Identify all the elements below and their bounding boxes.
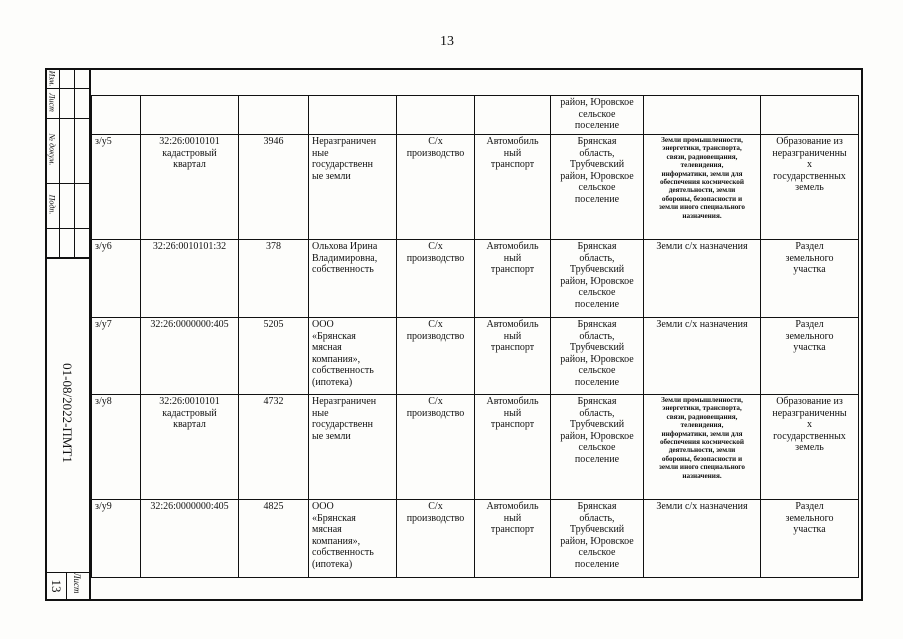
location-cell bbox=[551, 96, 644, 135]
purpose-line: ный bbox=[503, 512, 522, 524]
formation-method-line: участка bbox=[793, 524, 826, 535]
location-line: Брянская bbox=[577, 501, 617, 512]
purpose-cell bbox=[475, 318, 551, 395]
purpose-cell bbox=[475, 240, 551, 318]
purpose-line: Автомобиль bbox=[486, 396, 539, 407]
formation-method-line: земельного bbox=[785, 330, 834, 342]
owner-line: мясная bbox=[312, 524, 342, 535]
table-row bbox=[92, 395, 859, 500]
land-category-line: информатики, земли для bbox=[661, 429, 743, 438]
owner-line: компания», bbox=[312, 353, 361, 365]
formation-method-line: х bbox=[807, 419, 812, 430]
land-category-line: Земли с/х назначения bbox=[656, 241, 748, 252]
stamp-label-sign: Подп. bbox=[47, 194, 57, 215]
owner-line: Владимировна, bbox=[312, 252, 378, 264]
location-line: Брянская bbox=[577, 136, 617, 147]
cadastral-number-line: 32:26:0000000:405 bbox=[150, 501, 229, 512]
location-line: область, bbox=[579, 147, 615, 159]
location-line: район, Юровское bbox=[560, 275, 634, 287]
owner-cell bbox=[309, 135, 397, 240]
formation-method-cell bbox=[761, 500, 859, 578]
sheet-number: 13 bbox=[49, 579, 64, 593]
area-cell: 4732 bbox=[239, 395, 309, 500]
land-use-line: С/х bbox=[428, 241, 443, 252]
area-cell: 5205 bbox=[239, 318, 309, 395]
owner-line: собственность bbox=[312, 264, 374, 275]
cadastral-number-line: кадастровый bbox=[162, 407, 217, 419]
land-use-line: производство bbox=[406, 147, 465, 159]
stamp-label-izm: Изм. bbox=[47, 70, 57, 87]
cadastral-number-cell bbox=[141, 318, 239, 395]
formation-method-line: государственных bbox=[773, 170, 846, 182]
formation-method-line: Раздел bbox=[795, 501, 824, 512]
formation-method-line: земель bbox=[795, 182, 824, 193]
purpose-line: ный bbox=[503, 330, 522, 342]
owner-cell bbox=[309, 318, 397, 395]
land-category-line: телевидения, bbox=[680, 161, 724, 170]
land-use-line: производство bbox=[406, 330, 465, 342]
land-category-line: Земли промышленности, bbox=[661, 136, 743, 144]
location-line: Брянская bbox=[577, 396, 617, 407]
land-category-line: информатики, земли для bbox=[661, 169, 743, 178]
location-cell bbox=[551, 500, 644, 578]
location-line: поселение bbox=[574, 376, 620, 388]
purpose-line: транспорт bbox=[490, 419, 535, 430]
table-row bbox=[92, 135, 859, 240]
document-code: 01-08/2022-ПМТ1 bbox=[60, 363, 75, 463]
owner-line: ые земли bbox=[312, 170, 351, 182]
cadastral-number-line: квартал bbox=[173, 159, 206, 170]
formation-method-line: земель bbox=[795, 442, 824, 453]
location-line: поселение bbox=[574, 193, 620, 205]
land-category-cell bbox=[644, 395, 761, 500]
formation-method-line: государственных bbox=[773, 430, 846, 442]
land-category-line: энергетики, транспорта, bbox=[662, 144, 742, 153]
owner-line: собственность bbox=[312, 365, 374, 376]
owner-line: компания», bbox=[312, 535, 361, 547]
owner-line: ные bbox=[312, 147, 329, 159]
area-cell: 4825 bbox=[239, 500, 309, 578]
plot-id-cell: з/у7 bbox=[92, 318, 141, 395]
formation-method-line: земельного bbox=[785, 512, 834, 524]
land-use-cell bbox=[397, 240, 475, 318]
land-category-line: обороны, безопасности и bbox=[661, 194, 743, 203]
formation-method-line: участка bbox=[793, 264, 826, 275]
location-line: район, Юровское bbox=[560, 97, 634, 108]
cadastral-number-line: квартал bbox=[173, 419, 206, 430]
cadastral-number-line: 32:26:0000000:405 bbox=[150, 319, 229, 330]
formation-method-cell bbox=[761, 135, 859, 240]
plot-id-cell: з/у6 bbox=[92, 240, 141, 318]
cell-empty bbox=[644, 96, 761, 135]
owner-line: ООО bbox=[312, 501, 334, 512]
location-line: поселение bbox=[574, 120, 620, 131]
owner-cell bbox=[309, 395, 397, 500]
location-line: поселение bbox=[574, 298, 620, 310]
location-line: область, bbox=[579, 330, 615, 342]
location-line: поселение bbox=[574, 453, 620, 465]
owner-line: Неразграничен bbox=[312, 396, 377, 407]
location-line: сельское bbox=[578, 287, 616, 298]
location-line: сельское bbox=[578, 182, 616, 193]
owner-line: (ипотека) bbox=[312, 376, 353, 388]
land-plots-table bbox=[91, 95, 859, 578]
owner-line: мясная bbox=[312, 342, 342, 353]
owner-line: государственн bbox=[312, 159, 373, 170]
location-line: район, Юровское bbox=[560, 170, 634, 182]
purpose-cell bbox=[475, 500, 551, 578]
land-use-line: С/х bbox=[428, 319, 443, 330]
cadastral-number-cell bbox=[141, 240, 239, 318]
purpose-line: Автомобиль bbox=[486, 241, 539, 252]
owner-line: ООО bbox=[312, 319, 334, 330]
location-cell bbox=[551, 318, 644, 395]
land-category-line: деятельности, земли bbox=[668, 186, 736, 195]
cell-empty bbox=[475, 96, 551, 135]
area-cell: 378 bbox=[239, 240, 309, 318]
location-cell bbox=[551, 395, 644, 500]
purpose-line: ный bbox=[503, 147, 522, 159]
location-line: Трубчевский bbox=[569, 264, 625, 275]
plot-id-cell: з/у5 bbox=[92, 135, 141, 240]
purpose-line: ный bbox=[503, 252, 522, 264]
owner-line: «Брянская bbox=[312, 512, 356, 524]
cadastral-number-line: 32:26:0010101 bbox=[159, 136, 220, 147]
land-category-line: земли иного специального bbox=[658, 203, 745, 212]
formation-method-cell bbox=[761, 318, 859, 395]
cadastral-number-line: кадастровый bbox=[162, 147, 217, 159]
land-category-line: Земли с/х назначения bbox=[656, 501, 748, 512]
land-use-line: производство bbox=[406, 252, 465, 264]
land-category-line: обеспечения космической bbox=[659, 178, 745, 187]
formation-method-line: неразграниченны bbox=[772, 407, 847, 419]
formation-method-line: Раздел bbox=[795, 319, 824, 330]
land-use-cell bbox=[397, 395, 475, 500]
land-use-line: С/х bbox=[428, 396, 443, 407]
owner-line: ные bbox=[312, 407, 329, 419]
land-use-line: производство bbox=[406, 512, 465, 524]
land-category-cell bbox=[644, 318, 761, 395]
table-row-continuation bbox=[92, 96, 859, 135]
location-line: Брянская bbox=[577, 319, 617, 330]
formation-method-line: Образование из bbox=[776, 136, 843, 147]
table-row bbox=[92, 318, 859, 395]
formation-method-line: Раздел bbox=[795, 241, 824, 252]
formation-method-line: неразграниченны bbox=[772, 147, 847, 159]
location-line: Трубчевский bbox=[569, 524, 625, 535]
cell-empty bbox=[239, 96, 309, 135]
formation-method-line: Образование из bbox=[776, 396, 843, 407]
sheet-label: Лист bbox=[72, 572, 82, 594]
location-line: Трубчевский bbox=[569, 159, 625, 170]
owner-line: ые земли bbox=[312, 430, 351, 442]
owner-line: собственность bbox=[312, 547, 374, 558]
formation-method-cell bbox=[761, 395, 859, 500]
owner-line: государственн bbox=[312, 419, 373, 430]
purpose-line: транспорт bbox=[490, 524, 535, 535]
plot-id-cell: з/у8 bbox=[92, 395, 141, 500]
land-category-line: Земли с/х назначения bbox=[656, 319, 748, 330]
land-category-line: назначения. bbox=[682, 211, 722, 220]
purpose-cell bbox=[475, 135, 551, 240]
land-category-cell bbox=[644, 135, 761, 240]
land-category-line: обеспечения космической bbox=[659, 438, 745, 447]
location-line: сельское bbox=[578, 547, 616, 558]
land-use-cell bbox=[397, 318, 475, 395]
stamp-label-list: Лист bbox=[47, 93, 57, 112]
purpose-line: транспорт bbox=[490, 342, 535, 353]
owner-line: (ипотека) bbox=[312, 558, 353, 570]
purpose-line: Автомобиль bbox=[486, 136, 539, 147]
land-category-cell bbox=[644, 500, 761, 578]
cadastral-number-cell bbox=[141, 500, 239, 578]
purpose-cell bbox=[475, 395, 551, 500]
owner-cell bbox=[309, 500, 397, 578]
location-line: область, bbox=[579, 512, 615, 524]
owner-line: Неразграничен bbox=[312, 136, 377, 147]
formation-method-line: участка bbox=[793, 342, 826, 353]
cell-empty bbox=[397, 96, 475, 135]
plot-id-cell: з/у9 bbox=[92, 500, 141, 578]
location-line: сельское bbox=[578, 365, 616, 376]
land-category-cell bbox=[644, 240, 761, 318]
cell-empty bbox=[309, 96, 397, 135]
owner-line: «Брянская bbox=[312, 330, 356, 342]
land-category-line: связи, радиовещания, bbox=[666, 412, 738, 421]
location-line: поселение bbox=[574, 558, 620, 570]
land-use-line: С/х bbox=[428, 501, 443, 512]
table-row bbox=[92, 500, 859, 578]
land-use-line: производство bbox=[406, 407, 465, 419]
location-line: Трубчевский bbox=[569, 342, 625, 353]
purpose-line: Автомобиль bbox=[486, 501, 539, 512]
formation-method-line: земельного bbox=[785, 252, 834, 264]
location-cell bbox=[551, 240, 644, 318]
land-category-line: назначения. bbox=[682, 471, 722, 480]
area-cell: 3946 bbox=[239, 135, 309, 240]
location-line: Брянская bbox=[577, 241, 617, 252]
location-line: Трубчевский bbox=[569, 419, 625, 430]
owner-line: Ольхова Ирина bbox=[312, 241, 378, 252]
land-use-line: С/х bbox=[428, 136, 443, 147]
cell-empty bbox=[141, 96, 239, 135]
location-line: сельское bbox=[578, 442, 616, 453]
cell-empty bbox=[761, 96, 859, 135]
land-category-line: телевидения, bbox=[680, 421, 724, 430]
cadastral-number-line: 32:26:0010101:32 bbox=[152, 241, 227, 252]
location-line: район, Юровское bbox=[560, 430, 634, 442]
purpose-line: Автомобиль bbox=[486, 319, 539, 330]
land-use-cell bbox=[397, 135, 475, 240]
cadastral-number-cell bbox=[141, 135, 239, 240]
land-category-line: деятельности, земли bbox=[668, 446, 736, 455]
land-category-line: связи, радиовещания, bbox=[666, 152, 738, 161]
location-line: область, bbox=[579, 252, 615, 264]
location-line: область, bbox=[579, 407, 615, 419]
land-category-line: земли иного специального bbox=[658, 463, 745, 472]
land-category-line: обороны, безопасности и bbox=[661, 454, 743, 463]
stamp-label-doc: № докум. bbox=[47, 133, 57, 166]
table-row bbox=[92, 240, 859, 318]
cell-empty bbox=[92, 96, 141, 135]
land-category-line: энергетики, транспорта, bbox=[662, 404, 742, 413]
page-number: 13 bbox=[440, 34, 454, 49]
location-line: сельское bbox=[578, 108, 616, 120]
location-cell bbox=[551, 135, 644, 240]
cadastral-number-line: 32:26:0010101 bbox=[159, 396, 220, 407]
land-category-line: Земли промышленности, bbox=[661, 396, 743, 404]
location-line: район, Юровское bbox=[560, 535, 634, 547]
location-line: район, Юровское bbox=[560, 353, 634, 365]
owner-cell bbox=[309, 240, 397, 318]
purpose-line: ный bbox=[503, 407, 522, 419]
formation-method-line: х bbox=[807, 159, 812, 170]
formation-method-cell bbox=[761, 240, 859, 318]
land-use-cell bbox=[397, 500, 475, 578]
cadastral-number-cell bbox=[141, 395, 239, 500]
purpose-line: транспорт bbox=[490, 264, 535, 275]
purpose-line: транспорт bbox=[490, 159, 535, 170]
